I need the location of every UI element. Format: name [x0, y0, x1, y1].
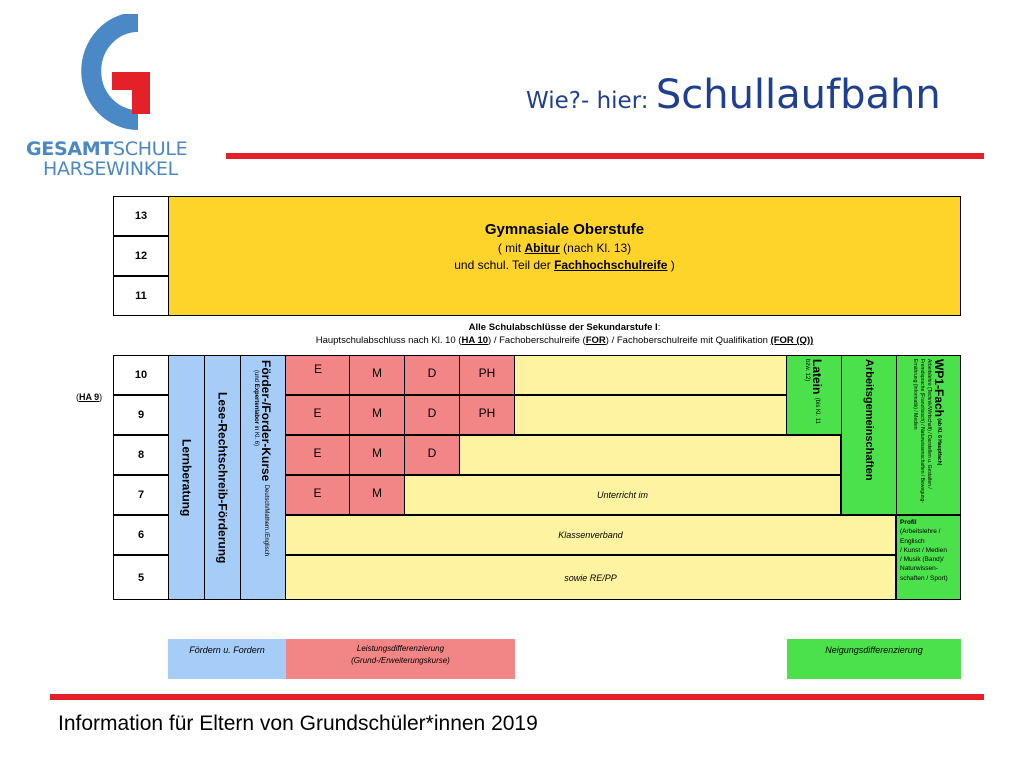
lese-foerderung-column: [204, 355, 241, 600]
foerder-kurse-column: [240, 355, 286, 600]
subject-cell: D: [404, 355, 460, 395]
grade-cell: 8: [113, 435, 169, 475]
grade-cell: 13: [113, 196, 169, 236]
profil-line: (Arbeitslehre /: [900, 528, 941, 536]
latein-sub: bzw. 12): [804, 359, 810, 382]
filler-cell: [514, 355, 787, 395]
subject-cell: M: [349, 355, 405, 395]
legend-leistung-line2: (Grund-/Erweiterungskurse): [351, 656, 450, 665]
lernberatung-label: Lernberatung: [179, 438, 194, 517]
filler-cell: [459, 435, 841, 475]
grade-cell: 7: [113, 475, 169, 515]
legend-leistung-line1: Leistungsdifferenzierung: [356, 644, 445, 653]
oberstufe-title: Gymnasiale Oberstufe: [484, 221, 645, 238]
religion-cell: sowie RE/PP: [285, 555, 896, 600]
page-title: Wie?- hier: Schullaufbahn: [526, 72, 941, 118]
foerder-kurse-title: Förder-/Forder-Kurse Deutsch/Mathem./Englisch: [259, 360, 273, 557]
subject-cell: M: [349, 395, 405, 435]
ha9-label: (HA 9): [76, 392, 103, 402]
wp1-description: Arbeitslehre (Technik/Wirtschaft) / Darstellen u. Gestalten / Fremdsprache (Französisch) / Naturwissenschaften / Bewegung-Ernährung (Informatik) / Medien: [912, 359, 932, 503]
grade-cell: 9: [113, 395, 169, 435]
oberstufe-line2: und schul. Teil der Fachhochschulreife ): [454, 258, 675, 272]
legend-foerdern: Fördern u. Fordern: [168, 639, 286, 679]
profil-line: / Kunst / Medien: [900, 546, 947, 554]
subject-cell: D: [404, 435, 460, 475]
grade-cell: 5: [113, 555, 169, 600]
subject-cell: E: [285, 395, 350, 435]
legend-leistungsdifferenzierung: [286, 639, 515, 679]
profil-title: Profil: [900, 519, 917, 526]
footer-divider: [50, 694, 984, 700]
profil-line: schaften / Sport): [900, 574, 948, 582]
profil-line: Naturwissen-: [900, 565, 938, 573]
profil-cell: [896, 515, 961, 600]
foerder-kurse-sub: (und Expertenlabor in Kl. 6): [253, 370, 259, 447]
abschluesse-info: [168, 321, 961, 347]
arbeitsgemeinschaften-column: [841, 355, 897, 515]
lernberatung-column: [168, 355, 205, 600]
klassenverband-cell: Klassenverband: [285, 515, 896, 555]
wp1-column: [896, 355, 961, 515]
profil-line: Englisch: [900, 537, 925, 545]
wp1-label: WP1-Fach (ab Kl. 6 Hauptfach): [932, 359, 946, 466]
lese-foerderung-label: Lese-Rechtschreib-Förderung: [215, 391, 230, 564]
abschluesse-list: Hauptschulabschluss nach Kl. 10 (HA 10) / Fachoberschulreife (FOR) / Fachoberschulreife mit Qualifikation (FOR (Q)): [315, 335, 814, 346]
filler-cell: [514, 395, 787, 435]
subject-cell: E: [285, 475, 350, 515]
grade-cell: 11: [113, 276, 169, 316]
subject-cell: E: [285, 435, 350, 475]
arbeitsgemeinschaften-label: Arbeitsgemeinschaften: [863, 359, 875, 481]
legend-neigungsdifferenzierung: Neigungsdifferenzierung: [787, 639, 961, 679]
grade-cell: 6: [113, 515, 169, 555]
oberstufe-block: [168, 196, 961, 316]
latein-cell: [786, 355, 842, 435]
oberstufe-line1: ( mit Abitur (nach Kl. 13): [497, 241, 632, 255]
abschluesse-title: Alle Schulabschlüsse der Sekundarstufe I:: [468, 322, 661, 333]
profil-line: / Musik (Band)/: [900, 556, 944, 564]
subject-cell: E: [285, 355, 350, 395]
grade-cell: 12: [113, 236, 169, 276]
subject-cell: M: [349, 475, 405, 515]
subject-cell: M: [349, 435, 405, 475]
unterricht-cell: Unterricht im: [404, 475, 841, 515]
header-divider: [226, 153, 984, 159]
subject-cell: PH: [459, 395, 515, 435]
school-name: GESAMTSCHULE: [26, 138, 188, 160]
grade-cell: 10: [113, 355, 169, 395]
latein-label: Latein (bis Kl. 11: [810, 359, 824, 424]
footer-text: Information für Eltern von Grundschüler*innen 2019: [58, 712, 538, 735]
school-logo-icon: [76, 14, 160, 132]
subject-cell: PH: [459, 355, 515, 395]
school-city: HARSEWINKEL: [43, 158, 178, 180]
subject-cell: D: [404, 395, 460, 435]
